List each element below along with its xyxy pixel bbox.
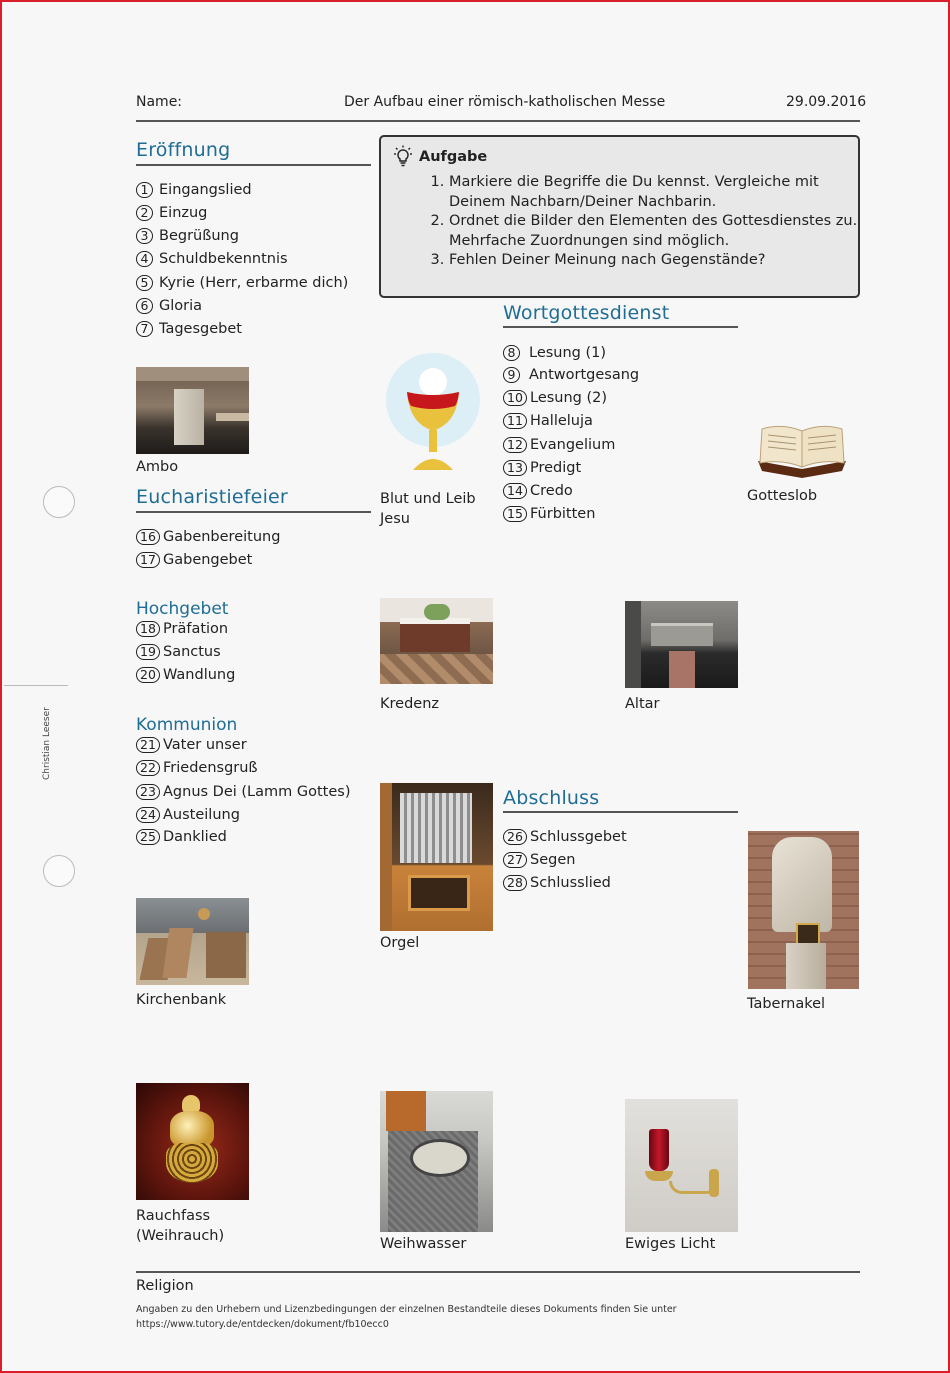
- name-label: Name:: [136, 94, 183, 110]
- gotteslob-image: [756, 421, 848, 479]
- section-title-hochgebet: Hochgebet: [136, 599, 229, 619]
- caption-ambo: Ambo: [136, 459, 179, 475]
- caption-ewiges-licht: Ewiges Licht: [625, 1236, 716, 1252]
- list-item: 22 Friedensgruß: [136, 760, 258, 776]
- list-item: 28 Schlusslied: [503, 875, 611, 891]
- altar-image: [625, 601, 738, 688]
- list-item: 5 Kyrie (Herr, erbarme dich): [136, 275, 348, 291]
- section-rule: [503, 326, 738, 328]
- task-item: 3. Fehlen Deiner Meinung nach Gegenstände?: [449, 251, 859, 271]
- task-title: Aufgabe: [419, 149, 488, 165]
- caption-kirchenbank: Kirchenbank: [136, 992, 227, 1008]
- list-item: 10 Lesung (2): [503, 390, 607, 406]
- list-item: 1 Eingangslied: [136, 182, 252, 198]
- caption-kredenz: Kredenz: [380, 696, 439, 712]
- list-item: 3 Begrüßung: [136, 228, 239, 244]
- tabernakel-image: [748, 831, 859, 989]
- weihwasser-image: [380, 1091, 493, 1232]
- caption-rauchfass: Rauchfass (Weihrauch): [136, 1208, 225, 1244]
- ewiges-licht-image: [625, 1099, 738, 1232]
- caption-tabernakel: Tabernakel: [747, 996, 826, 1012]
- ambo-image: [136, 367, 249, 454]
- caption-blut-und-leib: Blut und Leib Jesu: [380, 491, 476, 527]
- footer-subject: Religion: [136, 1278, 194, 1294]
- section-title-abschluss: Abschluss: [503, 787, 600, 809]
- list-item: 14 Credo: [503, 483, 573, 499]
- caption-orgel: Orgel: [380, 935, 420, 951]
- list-item: 16 Gabenbereitung: [136, 529, 280, 545]
- footer-license-note: Angaben zu den Urhebern und Lizenzbedingungen der einzelnen Bestandteile dieses Dokuments finden Sie unter: [136, 1304, 677, 1315]
- list-item: 11 Halleluja: [503, 413, 593, 429]
- list-item: 18 Präfation: [136, 621, 228, 637]
- list-item: 20 Wandlung: [136, 667, 235, 683]
- rauchfass-image: [136, 1083, 249, 1200]
- kredenz-image: [380, 598, 493, 684]
- list-item: 7 Tagesgebet: [136, 321, 242, 337]
- section-title-wortgottesdienst: Wortgottesdienst: [503, 302, 670, 324]
- list-item: 24 Austeilung: [136, 807, 240, 823]
- section-rule: [136, 511, 371, 513]
- list-item: 27 Segen: [503, 852, 575, 868]
- fold-mark: [4, 685, 68, 686]
- header-rule: [136, 120, 860, 122]
- list-item: 17 Gabengebet: [136, 552, 252, 568]
- section-rule: [136, 164, 371, 166]
- list-item: 6 Gloria: [136, 298, 202, 314]
- list-item: 13 Predigt: [503, 460, 581, 476]
- list-item: 15 Fürbitten: [503, 506, 595, 522]
- document-date: 29.09.2016: [786, 94, 867, 110]
- footer-license-link[interactable]: https://www.tutory.de/entdecken/dokument/fb10ecc0: [136, 1319, 389, 1330]
- task-item: 2. Ordnet die Bilder den Elementen des Gottesdienstes zu. Mehrfache Zuordnungen sind möglich.: [449, 212, 859, 251]
- punch-hole-top: [43, 486, 75, 518]
- task-list: [411, 173, 859, 271]
- orgel-image: [380, 783, 493, 931]
- list-item: 26 Schlussgebet: [503, 829, 627, 845]
- section-rule: [503, 811, 738, 813]
- punch-hole-bottom: [43, 855, 75, 887]
- list-item: 25 Danklied: [136, 829, 227, 845]
- list-item: 4 Schuldbekenntnis: [136, 251, 288, 267]
- task-box: [379, 135, 860, 298]
- section-title-eroeffnung: Eröffnung: [136, 139, 231, 161]
- caption-gotteslob: Gotteslob: [747, 488, 818, 504]
- lightbulb-icon: [391, 145, 415, 169]
- list-item: 12 Evangelium: [503, 437, 615, 453]
- author-credit: Christian Leeser: [42, 707, 52, 780]
- document-title: Der Aufbau einer römisch-katholischen Messe: [344, 94, 666, 110]
- section-title-eucharistiefeier: Eucharistiefeier: [136, 486, 288, 508]
- chalice-image: [385, 352, 481, 474]
- list-item: 21 Vater unser: [136, 737, 247, 753]
- task-item: 1. Markiere die Begriffe die Du kennst. Vergleiche mit Deinem Nachbarn/Deiner Nachbarin.: [449, 173, 859, 212]
- kirchenbank-image: [136, 898, 249, 985]
- list-item: 9 Antwortgesang: [503, 367, 639, 383]
- list-item: 19 Sanctus: [136, 644, 221, 660]
- caption-altar: Altar: [625, 696, 660, 712]
- list-item: 23 Agnus Dei (Lamm Gottes): [136, 784, 350, 800]
- caption-weihwasser: Weihwasser: [380, 1236, 467, 1252]
- footer-rule: [136, 1271, 860, 1273]
- list-item: 2 Einzug: [136, 205, 207, 221]
- section-title-kommunion: Kommunion: [136, 715, 238, 735]
- list-item: 8 Lesung (1): [503, 345, 606, 361]
